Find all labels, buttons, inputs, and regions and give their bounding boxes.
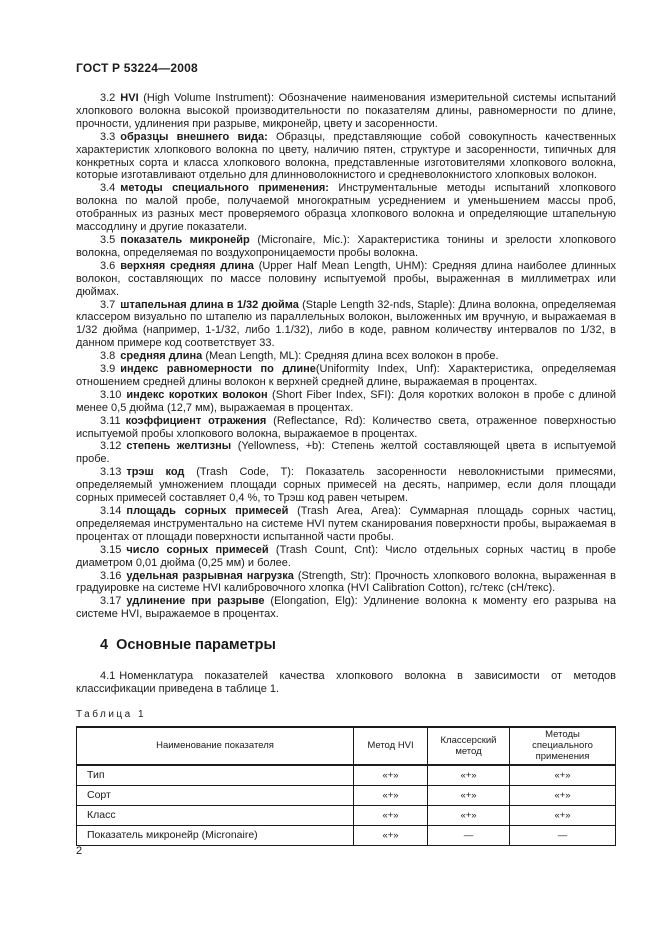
term-paragraph: [76, 182, 616, 234]
term-number: 3.6: [100, 259, 116, 272]
term-number: 3.17: [100, 595, 122, 608]
term-number: 3.15: [100, 543, 122, 556]
term-title: индекс коротких волокон: [126, 388, 268, 401]
term-definition: (Uniformity Index, Unf): Характеристика, определяемая отношением средней длины волокон к верхней средней длине, выражаемая в процентах.: [76, 363, 616, 388]
term-paragraph: [76, 234, 616, 260]
term-definition: (High Volume Instrument): Обозначение наименования измерительной системы испытаний хлопкового волокна высокой производительности по показателям длины, равномерности по длине, прочности, удлинения при разрыве, микронейр, цвету и засоренности.: [76, 92, 616, 130]
term-title: удлинение при разрыве: [126, 595, 265, 608]
table-cell: «+»: [354, 825, 428, 845]
term-definition: (Reflectance, Rd): Количество света, отраженное поверхностью испытуемой пробы хлопкового волокна, выражаемое в процентах.: [76, 414, 616, 440]
term-definition: Образцы, представляющие собой совокупность качественных характеристик хлопкового волокна по цвету, наличию пятен, структуре и засоренности, типичных для конкретных сорта и класса хлопкового волокна, представленные изготовителями хлопкового волокна, которые изготавливают отдельно для длинноволокнистого и средневолокнистого хлопковых волокон.: [76, 130, 616, 182]
term-title: трэш код: [126, 466, 185, 479]
section-number: 4: [100, 637, 109, 654]
table-row: [77, 765, 616, 786]
term-paragraph: [76, 595, 616, 621]
term-paragraph: [76, 363, 616, 389]
term-title: образцы внешнего вида:: [120, 130, 268, 143]
table-cell: «+»: [428, 765, 510, 786]
table-header-cell: Классерский метод: [428, 727, 510, 765]
term-paragraph: [76, 415, 616, 441]
term-number: 3.10: [100, 388, 122, 401]
term-paragraph: [76, 131, 616, 183]
term-number: 3.8: [100, 350, 116, 363]
term-paragraph: [76, 350, 616, 363]
table-cell: «+»: [510, 785, 616, 805]
term-number: 3.13: [100, 466, 122, 479]
term-title: площадь сорных примесей: [126, 505, 289, 517]
table-cell: Класс: [77, 805, 354, 825]
term-number: 3.12: [100, 440, 122, 453]
term-paragraph: [76, 389, 616, 415]
parameters-table: [76, 726, 616, 846]
term-title: показатель микронейр: [120, 233, 250, 246]
table-header-cell: Методы специального применения: [510, 727, 616, 765]
table-cell: «+»: [428, 805, 510, 825]
term-title: коэффициент отражения: [125, 414, 267, 427]
table-cell: «+»: [428, 785, 510, 805]
term-title: число сорных примесей: [126, 543, 269, 556]
term-definition: (Micronaire, Mic.): Характеристика тонины и зрелости хлопкового волокна, определяемая по воздухопроницаемости пробы волокна.: [76, 233, 616, 259]
table-cell: Сорт: [77, 785, 354, 805]
table-cell: Показатель микронейр (Micronaire): [77, 825, 354, 845]
table-cell: «+»: [354, 765, 428, 786]
table-header-row: [77, 727, 616, 765]
section-paragraph: [76, 670, 616, 696]
term-number: 3.11: [100, 414, 121, 427]
term-title: удельная разрывная нагрузка: [126, 569, 294, 582]
term-paragraph: [76, 505, 616, 544]
table-row: [77, 825, 616, 845]
table-cell: «+»: [510, 805, 616, 825]
table-header-cell: Метод HVI: [354, 727, 428, 765]
term-definition: (Trash Count, Cnt): Число отдельных сорных частиц в пробе диаметром 0,01 дюйма (0,25 мм) и более.: [76, 543, 616, 569]
term-title: штапельная длина в 1/32 дюйма: [120, 298, 299, 311]
term-paragraph: [76, 260, 616, 299]
table-row: [77, 805, 616, 825]
table-caption: Таблица 1: [76, 708, 147, 720]
table-cell: «+»: [354, 785, 428, 805]
term-definition: (Short Fiber Index, SFI): Доля коротких волокон в пробе с длиной менее 0,5 дюйма (12,7 мм), выражаемая в процентах.: [76, 388, 616, 414]
page-content: [76, 61, 616, 846]
term-definition: (Trash Area, Area): Суммарная площадь сорных частиц, определяемая инструментально на системе HVI путем сканирования поверхности пробы, выражаемая в процентах от площади поверхности испытанной части пробы.: [76, 505, 616, 543]
term-number: 3.16: [100, 569, 122, 582]
term-definition: (Upper Half Mean Length, UHM): Средняя длина наиболее длинных волокон, составляющих по массе половину испытуемой пробы, выраженная в миллиметрах или дюймах.: [76, 259, 616, 298]
table-cell: «+»: [510, 765, 616, 786]
term-definition: (Staple Length 32-nds, Staple): Длина волокна, определяемая классером визуально по штапелю из параллельных волокон, выложенных им вручную, и выражаемая в 1/32 дюйма (например, 1-1/32, либо 1.1/32), либо в коде, равном количеству интервалов по 1/32, в данном примере код соответствует 33.: [76, 298, 616, 350]
table-cell: —: [428, 825, 510, 845]
document-number-header: ГОСТ Р 53224—2008: [76, 61, 198, 75]
term-number: 3.9: [100, 363, 116, 376]
term-definition: (Trash Code, T): Показатель засоренности неволокнистыми примесями, определяемый умножением площади сорных примесей на десять, например, если доля площади сорных примесей составляет 0,4 %, то Трэш код равен четырем.: [76, 466, 616, 505]
term-title: методы специального применения:: [120, 182, 329, 195]
term-number: 3.2: [100, 92, 116, 104]
table-cell: «+»: [354, 805, 428, 825]
term-definition: (Strength, Str): Прочность хлопкового волокна, выраженная в градуировке на системе HVI калибровочного хлопка (HVI Calibration Cotton), гс/текс (сН/текс).: [76, 569, 616, 595]
term-title: верхняя средняя длина: [120, 259, 254, 272]
paragraph-number: 4.1: [100, 670, 116, 683]
section-title: Основные параметры: [116, 637, 276, 654]
term-definition: (Elongation, Elg): Удлинение волокна к моменту его разрыва на системе HVI, выражаемое в процентах.: [76, 595, 617, 621]
term-paragraph: [76, 92, 616, 131]
term-definition: (Mean Length, ML): Средняя длина всех волокон в пробе.: [202, 350, 499, 363]
section-heading: [76, 637, 616, 653]
term-title: средняя длина: [120, 350, 203, 363]
term-paragraph: [76, 570, 616, 596]
term-title: HVI: [120, 92, 139, 104]
term-paragraph: [76, 299, 616, 351]
table-row: [77, 785, 616, 805]
term-number: 3.7: [100, 298, 116, 311]
paragraph-text: Номенклатура показателей качества хлопкового волокна в зависимости от методов классификации приведена в таблице 1.: [76, 670, 616, 696]
table-cell: —: [510, 825, 616, 845]
terms-section: [76, 92, 616, 621]
term-paragraph: [76, 544, 616, 570]
term-number: 3.5: [100, 233, 116, 246]
term-number: 3.14: [100, 505, 122, 517]
term-number: 3.4: [100, 182, 116, 195]
term-title: индекс равномерности по длине: [120, 363, 316, 376]
term-paragraph: [76, 440, 616, 466]
term-number: 3.3: [100, 130, 116, 143]
term-definition: Инструментальные методы испытаний хлопкового волокна по малой пробе, получаемой многократным усреднением и уменьшением массы проб, отобранных из разных мест проверяемого образца хлопкового волокна и определяющие штапельную массодлину и другие показатели.: [76, 182, 616, 234]
table-cell: Тип: [77, 765, 354, 786]
table-header-cell: Наименование показателя: [77, 727, 354, 765]
page-number: 2: [76, 845, 83, 857]
term-title: степень желтизны: [126, 440, 232, 453]
term-definition: (Yellowness, +b): Степень желтой составляющей цвета в испытуемой пробе.: [76, 440, 616, 466]
term-paragraph: [76, 466, 616, 505]
